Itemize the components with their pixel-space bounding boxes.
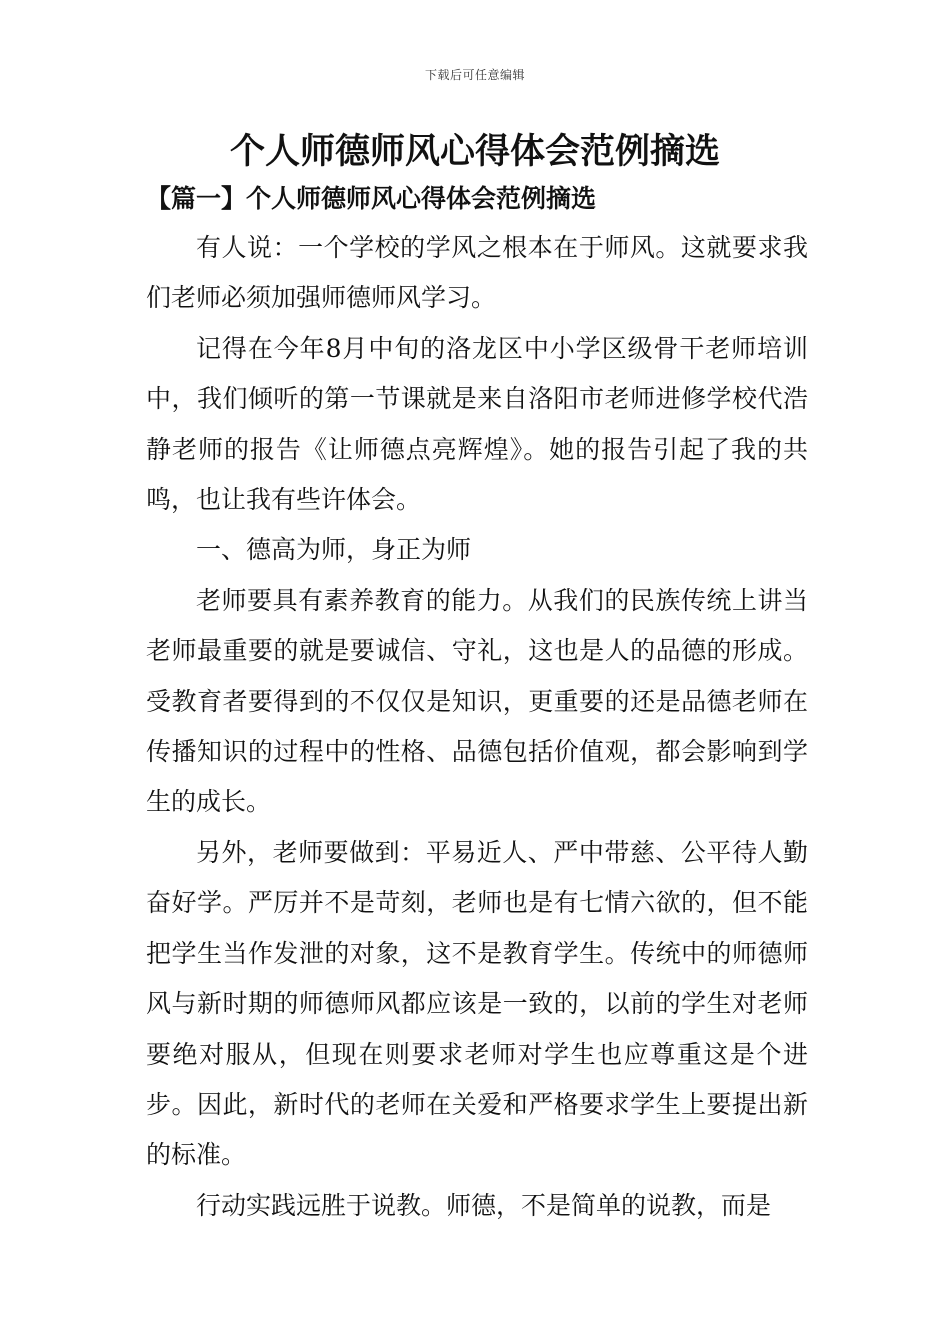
paragraph-4: 另外，老师要做到：平易近人、严中带慈、公平待人勤奋好学。严厉并不是苛刻，老师也是有七情六欲的，但不能把学生当作发泄的对象，这不是教育学生。传统中的师德师风与新时期的师德师风都应该是一致的，以前的学生对老师要绝对服从，但现在则要求老师对学生也应尊重这是个进步。因此，新时代的老师在关爱和严格要求学生上要提出新的标准。 [146,837,808,1170]
paragraph-2: 记得在今年8月中旬的洛龙区中小学区级骨干老师培训中，我们倾听的第一节课就是来自洛阳市老师进修学校代浩静老师的报告《让师德点亮辉煌》。她的报告引起了我的共鸣，也让我有些许体会。 [146,333,808,515]
paragraph-5: 行动实践远胜于说教。师德，不是简单的说教，而是 [196,1190,772,1220]
document-body [146,223,808,1231]
paragraph-1: 有人说：一个学校的学风之根本在于师风。这就要求我们老师必须加强师德师风学习。 [146,233,808,313]
page-header-note: 下载后可任意编辑 [424,68,525,82]
subheading-1: 一、德高为师，身正为师 [196,535,472,565]
paragraph-3: 老师要具有素养教育的能力。从我们的民族传统上讲当老师最重要的就是要诚信、守礼，这也是人的品德的形成。受教育者要得到的不仅仅是知识，更重要的还是品德老师在传播知识的过程中的性格、品德包括价值观，都会影响到学生的成长。 [146,585,808,817]
document-title: 个人师德师风心得体会范例摘选 [229,131,720,172]
section-heading: 【篇一】个人师德师风心得体会范例摘选 [146,184,597,213]
